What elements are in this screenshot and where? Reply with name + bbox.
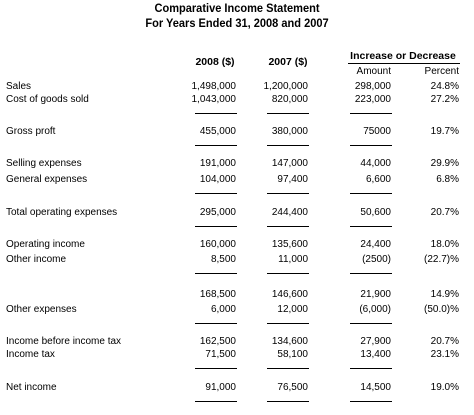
subtotal-rule: [267, 273, 309, 274]
row-label: General expenses: [6, 174, 88, 185]
value-amount: 13,400: [360, 349, 391, 360]
subtotal-rule: [195, 193, 237, 194]
value-amount: 298,000: [354, 81, 391, 92]
value-percent: 20.7%: [430, 336, 459, 347]
value-amount: 6,600: [365, 174, 391, 185]
row-label: Other income: [6, 254, 67, 265]
value-2008: 1,498,000: [191, 81, 236, 92]
value-percent: 20.7%: [430, 207, 459, 218]
value-amount: 44,000: [360, 158, 391, 169]
row-label: Income before income tax: [6, 336, 122, 347]
value-percent: 23.1%: [430, 349, 459, 360]
value-amount: (6,000): [359, 304, 391, 315]
value-2008: 8,500: [210, 254, 236, 265]
subtotal-rule: [267, 145, 309, 146]
row-label: Total operating expenses: [6, 207, 118, 218]
value-2007: 76,500: [277, 382, 308, 393]
value-amount: 21,900: [360, 289, 391, 300]
subtotal-rule: [350, 145, 392, 146]
row-income-before-tax: [0, 335, 474, 349]
value-amount: 50,600: [360, 207, 391, 218]
value-2007: 147,000: [271, 158, 308, 169]
row-label: Gross proft: [6, 126, 56, 137]
value-2008: 295,000: [199, 207, 236, 218]
value-percent: 29.9%: [430, 158, 459, 169]
value-2008: 455,000: [199, 126, 236, 137]
value-2007: 244,400: [271, 207, 308, 218]
total-rule: [195, 401, 237, 402]
value-2007: 97,400: [277, 174, 308, 185]
row-label: Selling expenses: [6, 158, 82, 169]
value-2008: 6,000: [210, 304, 236, 315]
subtotal-rule: [350, 226, 392, 227]
value-2008: 160,000: [199, 239, 236, 250]
row-sales: [0, 80, 474, 94]
value-amount: 14,500: [360, 382, 391, 393]
row-label: Operating income: [6, 239, 85, 250]
value-2008: 168,500: [199, 289, 236, 300]
value-amount: (2500): [362, 254, 391, 265]
subtotal-rule: [350, 368, 392, 369]
total-rule: [267, 401, 309, 402]
row-general-expenses: [0, 173, 474, 187]
header-amount: Amount: [356, 66, 391, 77]
subtotal-rule: [195, 145, 237, 146]
value-percent: (50.0)%: [423, 304, 459, 315]
statement-title: Comparative Income Statement: [154, 1, 320, 15]
row-label: Income tax: [6, 349, 55, 360]
value-2007: 820,000: [271, 94, 308, 105]
row-label: Other expenses: [6, 304, 77, 315]
header-2007: 2007 ($): [268, 56, 308, 68]
subtotal-rule: [267, 226, 309, 227]
subtotal-rule: [195, 368, 237, 369]
subtotal-rule: [195, 113, 237, 114]
header-group-underline: [348, 63, 460, 64]
subtotal-rule: [350, 323, 392, 324]
header-2008: 2008 ($): [195, 56, 235, 68]
total-rule: [350, 401, 392, 402]
value-percent: 18.0%: [430, 239, 459, 250]
row-label: Net income: [6, 382, 57, 393]
subtotal-rule: [267, 193, 309, 194]
value-2007: 12,000: [277, 304, 308, 315]
subtotal-rule: [350, 113, 392, 114]
value-2007: 1,200,000: [263, 81, 308, 92]
header-percent: Percent: [424, 66, 459, 77]
row-other-expenses: [0, 303, 474, 317]
subtotal-rule: [350, 273, 392, 274]
row-gross-profit: [0, 125, 474, 139]
row-selling-expenses: [0, 157, 474, 171]
row-total-operating-expenses: [0, 206, 474, 220]
value-2008: 1,043,000: [191, 94, 236, 105]
value-amount: 24,400: [360, 239, 391, 250]
value-percent: (22.7)%: [423, 254, 459, 265]
subtotal-rule: [267, 113, 309, 114]
value-2007: 135,600: [271, 239, 308, 250]
subtotal-rule: [195, 273, 237, 274]
header-increase-decrease: Increase or Decrease: [350, 50, 456, 62]
value-2008: 71,500: [205, 349, 236, 360]
subtotal-rule: [195, 226, 237, 227]
row-subtotal: [0, 288, 474, 302]
value-2007: 146,600: [271, 289, 308, 300]
value-percent: 27.2%: [430, 94, 459, 105]
value-2008: 91,000: [205, 382, 236, 393]
subtotal-rule: [267, 368, 309, 369]
subtotal-rule: [350, 193, 392, 194]
value-amount: 27,900: [360, 336, 391, 347]
row-cost-of-goods-sold: [0, 93, 474, 107]
value-2007: 134,600: [271, 336, 308, 347]
row-other-income: [0, 253, 474, 267]
value-amount: 223,000: [354, 94, 391, 105]
row-operating-income: [0, 238, 474, 252]
value-percent: 14.9%: [430, 289, 459, 300]
subtotal-rule: [267, 323, 309, 324]
value-percent: 6.8%: [436, 174, 459, 185]
value-2007: 11,000: [278, 254, 308, 265]
value-2008: 104,000: [199, 174, 236, 185]
value-percent: 19.0%: [430, 382, 459, 393]
row-label: Cost of goods sold: [6, 94, 89, 105]
row-label: Sales: [6, 81, 32, 92]
value-percent: 19.7%: [430, 126, 459, 137]
value-amount: 75000: [363, 126, 391, 137]
row-income-tax: [0, 348, 474, 362]
statement-subtitle: For Years Ended 31, 2008 and 2007: [145, 16, 329, 30]
value-2008: 162,500: [199, 336, 236, 347]
value-2007: 380,000: [271, 126, 308, 137]
value-percent: 24.8%: [430, 81, 459, 92]
value-2008: 191,000: [199, 158, 236, 169]
row-net-income: [0, 381, 474, 395]
subtotal-rule: [195, 323, 237, 324]
value-2007: 58,100: [277, 349, 308, 360]
